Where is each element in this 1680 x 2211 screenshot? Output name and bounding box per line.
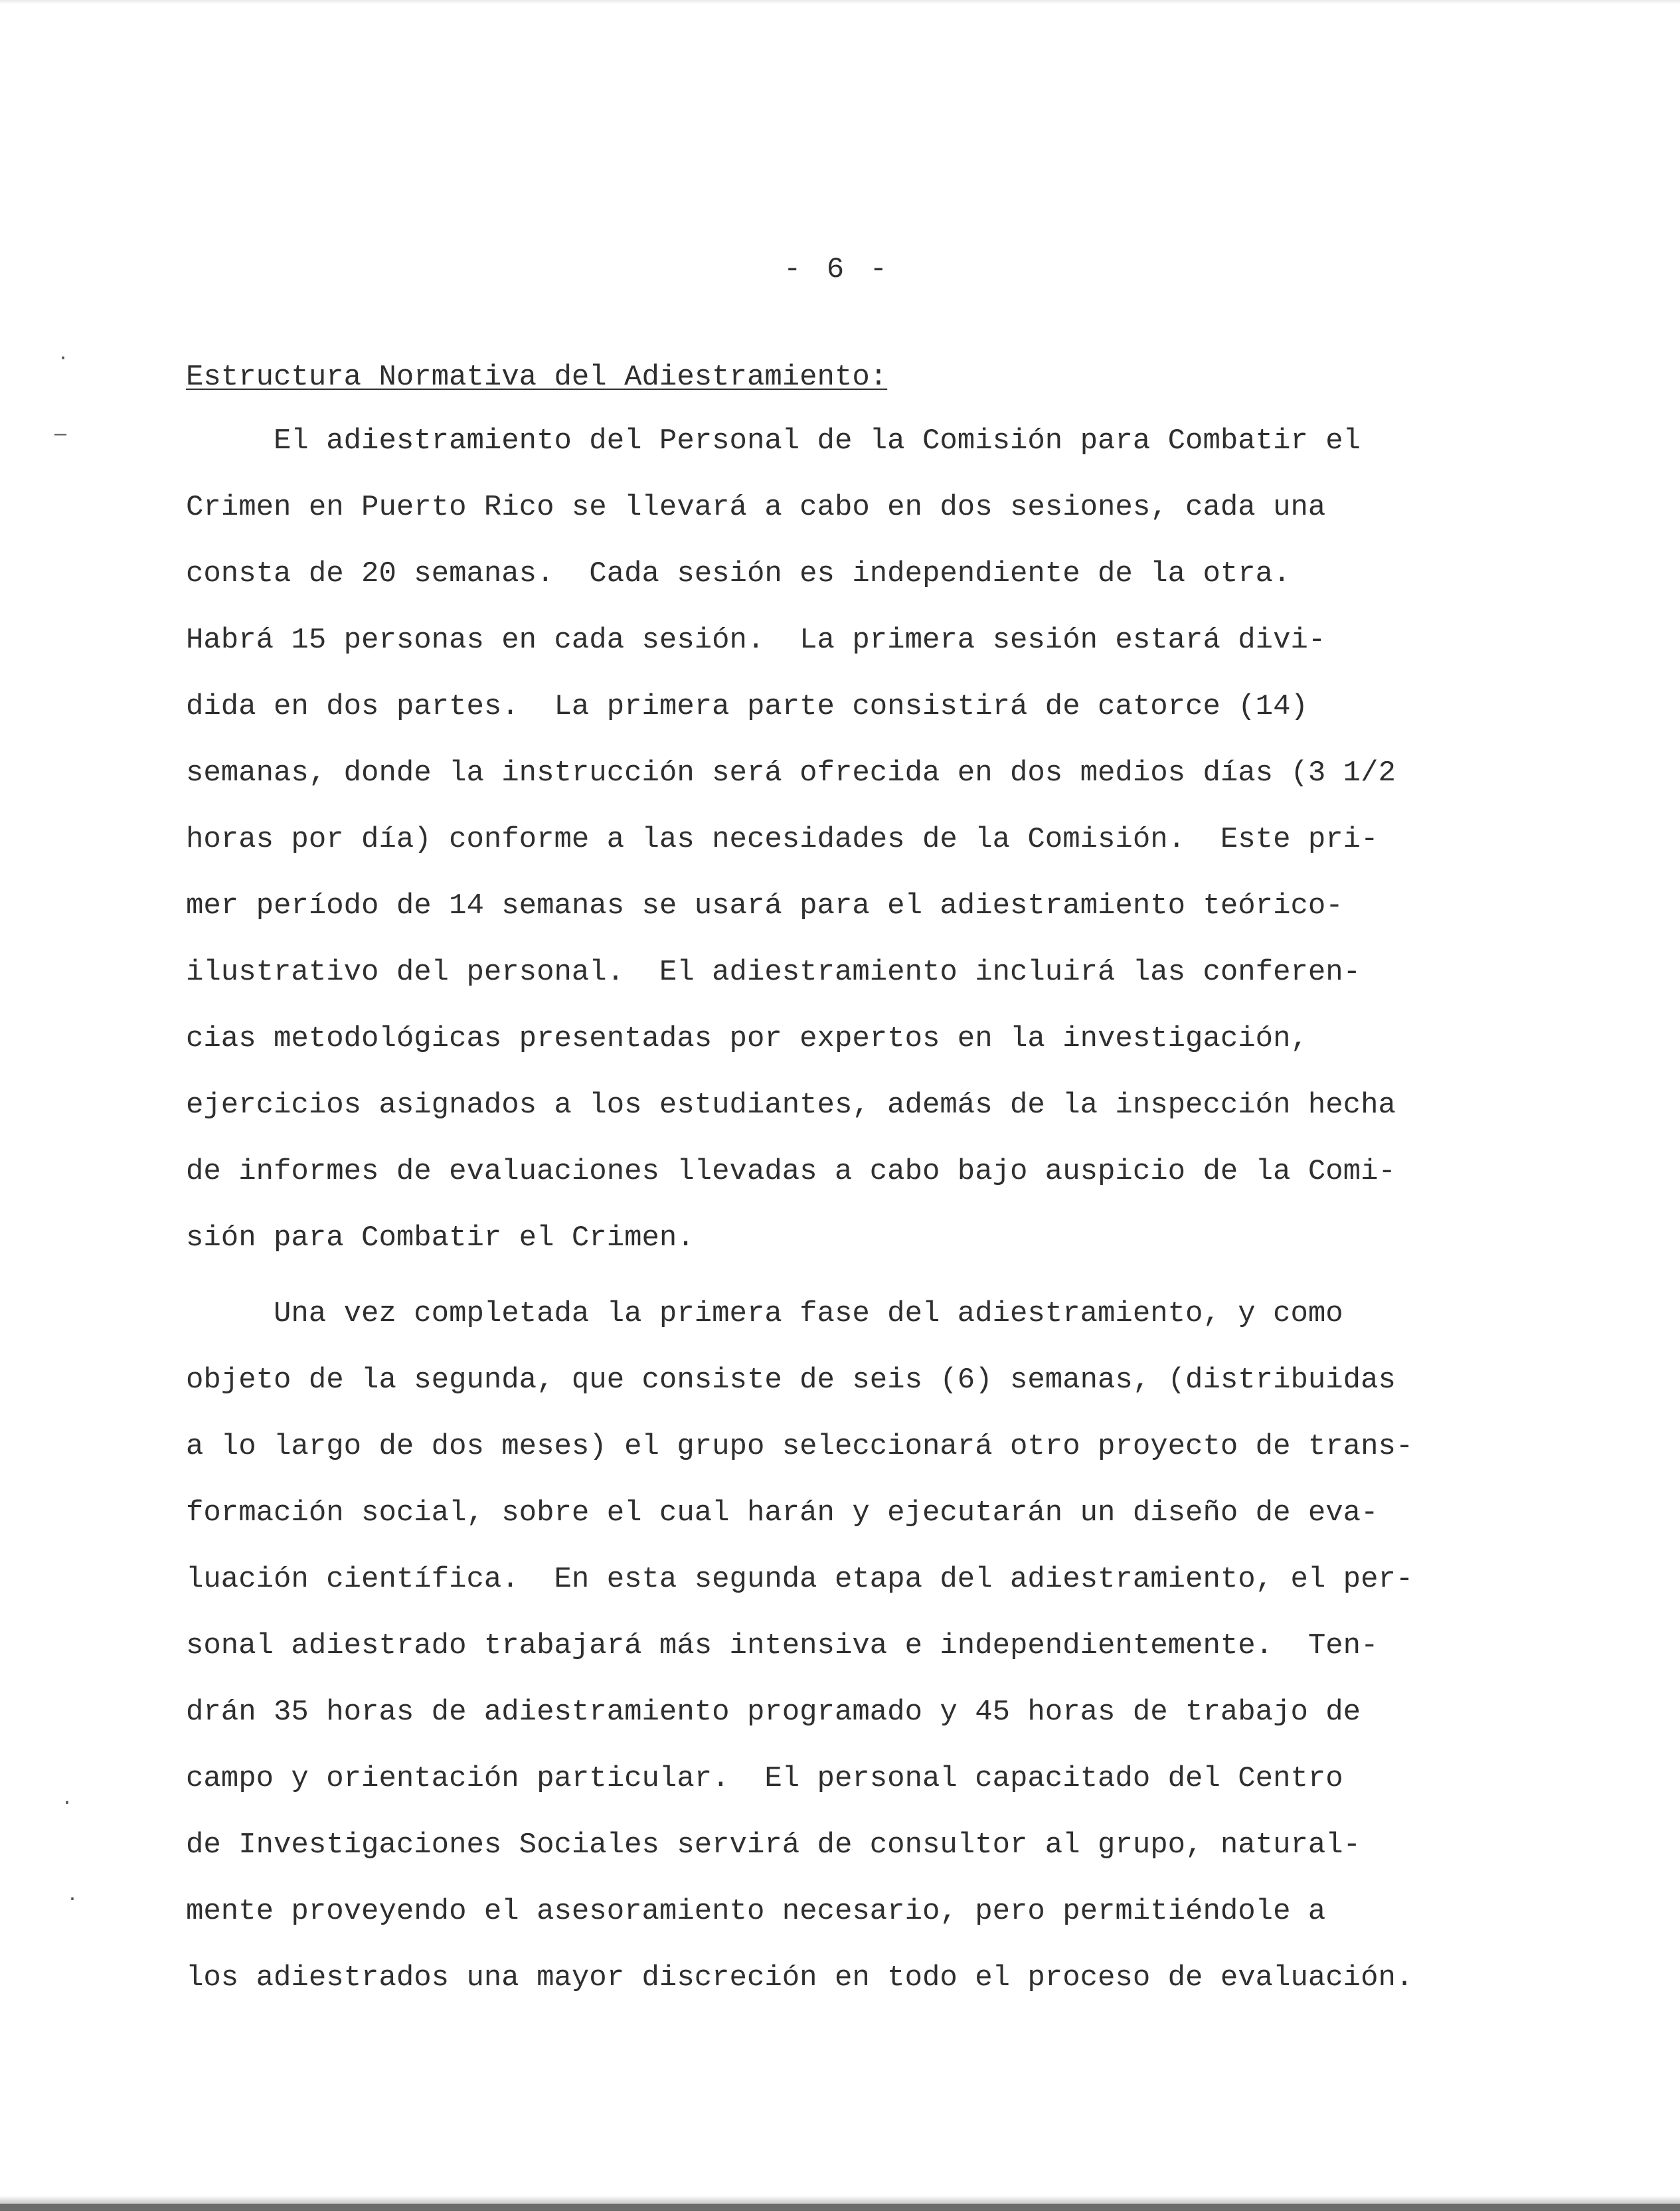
- text-line: ilustrativo del personal. El adiestramiento incluirá las conferen-: [186, 956, 1361, 989]
- text-line: Habrá 15 personas en cada sesión. La primera sesión estará divi-: [186, 624, 1326, 657]
- text-line: sonal adiestrado trabajará más intensiva e independientemente. Ten-: [186, 1629, 1379, 1662]
- text-line: luación científica. En esta segunda etapa del adiestramiento, el per-: [186, 1563, 1414, 1596]
- text-line: de informes de evaluaciones llevadas a cabo bajo auspicio de la Comi-: [186, 1155, 1396, 1188]
- scan-bottom-shadow: [0, 2196, 1680, 2204]
- text-line: dida en dos partes. La primera parte consistirá de catorce (14): [186, 690, 1308, 723]
- text-line: semanas, donde la instrucción será ofrecida en dos medios días (3 1/2: [186, 756, 1396, 790]
- text-line: los adiestrados una mayor discreción en todo el proceso de evaluación.: [186, 1961, 1414, 1994]
- text-line: cias metodológicas presentadas por expertos en la investigación,: [186, 1022, 1308, 1055]
- margin-speck: ·: [61, 1792, 74, 1814]
- paragraph-2: [186, 1295, 1448, 2026]
- text-line: objeto de la segunda, que consiste de seis (6) semanas, (distribuidas: [186, 1364, 1396, 1397]
- margin-dash: —: [54, 424, 67, 446]
- margin-speck: ·: [66, 1888, 79, 1911]
- text-line: drán 35 horas de adiestramiento programado y 45 horas de trabajo de: [186, 1696, 1361, 1729]
- text-line: Crimen en Puerto Rico se llevará a cabo en dos sesiones, cada una: [186, 491, 1326, 524]
- text-line: formación social, sobre el cual harán y ejecutarán un diseño de eva-: [186, 1496, 1379, 1530]
- text-line: mente proveyendo el asesoramiento necesario, pero permitiéndole a: [186, 1895, 1326, 1928]
- text-line: campo y orientación particular. El personal capacitado del Centro: [186, 1762, 1343, 1795]
- text-line: El adiestramiento del Personal de la Comisión para Combatir el: [186, 424, 1361, 458]
- page-number: - 6 -: [784, 253, 892, 286]
- text-line: horas por día) conforme a las necesidades de la Comisión. Este pri-: [186, 823, 1379, 856]
- text-line: mer período de 14 semanas se usará para el adiestramiento teórico-: [186, 889, 1343, 923]
- text-line: Una vez completada la primera fase del adiestramiento, y como: [186, 1297, 1343, 1330]
- section-heading: Estructura Normativa del Adiestramiento:: [186, 361, 888, 394]
- text-line: ejercicios asignados a los estudiantes, además de la inspección hecha: [186, 1089, 1396, 1122]
- scan-bottom-edge: [0, 2204, 1680, 2211]
- text-line: consta de 20 semanas. Cada sesión es independiente de la otra.: [186, 557, 1291, 590]
- scan-top-edge: [0, 0, 1680, 4]
- text-line: de Investigaciones Sociales servirá de consultor al grupo, natural-: [186, 1828, 1361, 1862]
- text-line: sión para Combatir el Crimen.: [186, 1221, 695, 1255]
- paragraph-1: [186, 422, 1448, 1286]
- margin-speck: ·: [57, 347, 70, 370]
- text-line: a lo largo de dos meses) el grupo seleccionará otro proyecto de trans-: [186, 1430, 1414, 1463]
